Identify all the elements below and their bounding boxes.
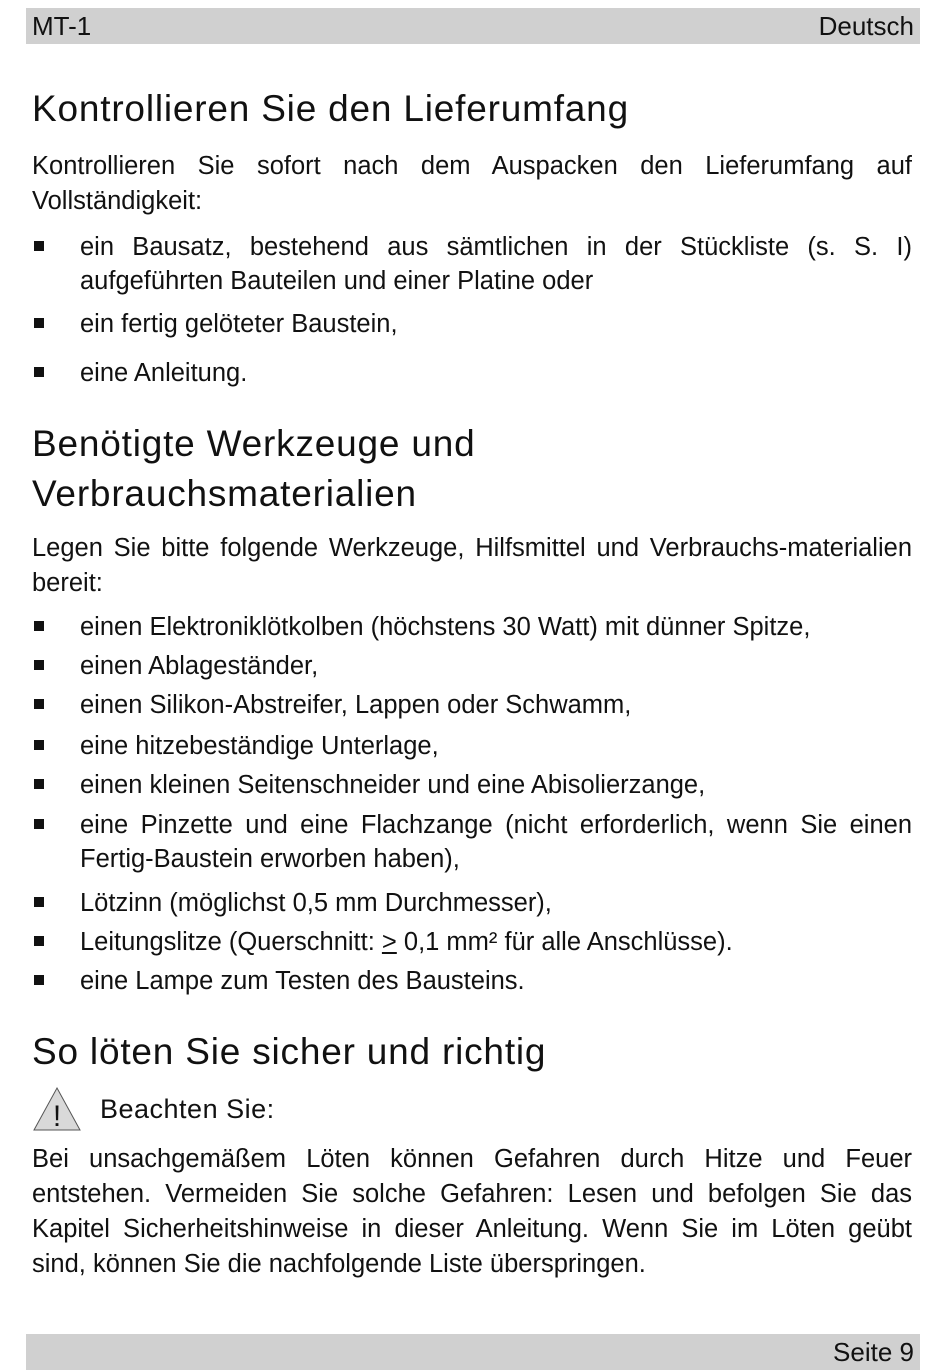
square-bullet-icon (34, 318, 44, 328)
square-bullet-icon (34, 819, 44, 829)
square-bullet-icon (34, 660, 44, 670)
section-title-line: Benötigte Werkzeuge und (32, 423, 476, 464)
square-bullet-icon (34, 779, 44, 789)
header-language: Deutsch (818, 10, 914, 41)
section3-body: Bei unsachgemäßem Löten können Gefahren durch Hitze und Feuer entstehen. Vermeiden Sie solche Gefahren: Lesen und befolgen Sie das Kapitel Sicherheitshinweise in dieser Anleitung. Wenn Sie im Löten geübt sind, können Sie die nachfolgende Liste überspringen. (32, 1145, 912, 1278)
header-doc-id: MT-1 (32, 10, 92, 41)
page-header (26, 8, 920, 44)
section-title-scope-of-delivery: Kontrollieren Sie den Lieferumfang (32, 88, 629, 129)
warning-note (32, 1086, 532, 1136)
square-bullet-icon (34, 367, 44, 377)
square-bullet-icon (34, 740, 44, 750)
warning-triangle-icon (32, 1086, 82, 1132)
section-title-tools (32, 419, 912, 519)
square-bullet-icon (34, 897, 44, 907)
square-bullet-icon (34, 936, 44, 946)
svg-text:!: ! (52, 1100, 62, 1132)
section2-intro: Legen Sie bitte folgende Werkzeuge, Hilfsmittel und Verbrauchs-materialien bereit: (32, 534, 912, 597)
page-number: Seite 9 (833, 1336, 914, 1367)
square-bullet-icon (34, 621, 44, 631)
square-bullet-icon (34, 975, 44, 985)
page-footer (26, 1334, 920, 1370)
square-bullet-icon (34, 241, 44, 251)
section1-intro: Kontrollieren Sie sofort nach dem Auspacken den Lieferumfang auf Vollständigkeit: (32, 152, 912, 215)
greater-equal-symbol: > (381, 928, 397, 956)
section-title-line: Verbrauchsmaterialien (32, 473, 417, 514)
square-bullet-icon (34, 699, 44, 709)
section-title-soldering: So löten Sie sicher und richtig (32, 1031, 547, 1072)
warning-label: Beachten Sie: (100, 1094, 275, 1124)
